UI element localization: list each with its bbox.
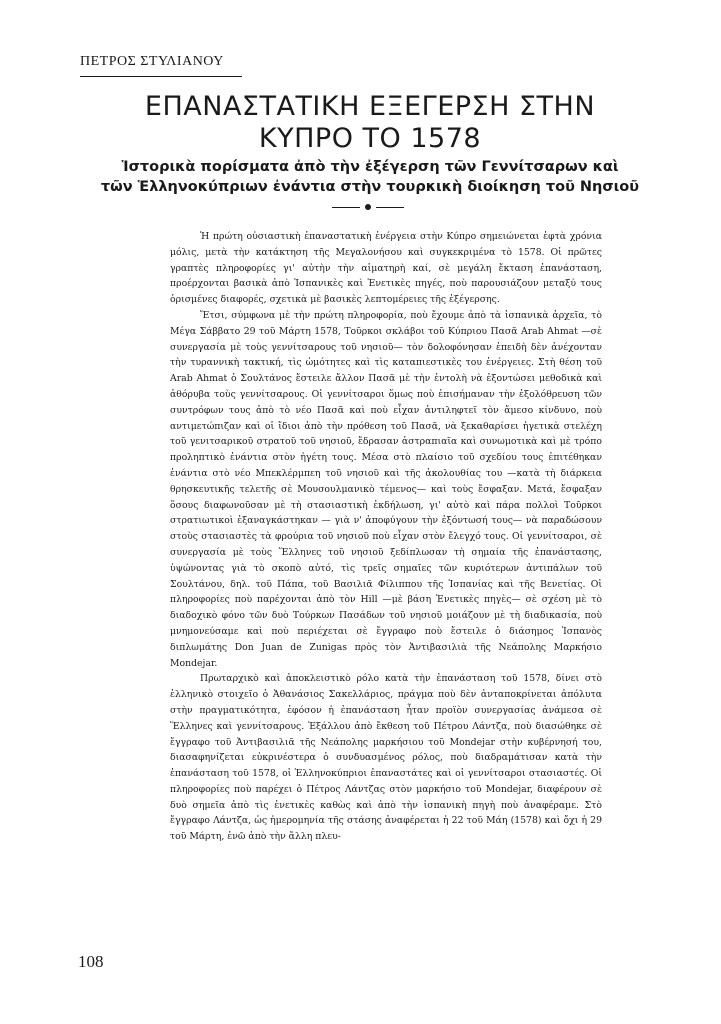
page-number: 108 (78, 952, 104, 971)
body-paragraph-1: Ἡ πρώτη οὐσιαστικὴ ἐπαναστατικὴ ἐνέργεια στὴν Κύπρο σημειώνεται ἑφτὰ χρόνια μόλις, μετὰ τὴν κατάκτηση τῆς Μεγαλονήσου καὶ συγκεκριμένα τὸ 1578. Οἱ πρῶτες γραπτὲς πληροφορίες γι' αὐτὴν τὴν αἱματηρὴ καί, σὲ μεγάλη ἔκταση ἐπανάσταση, προέρχονται βασικὰ ἀπὸ Ἱσπανικὲς καὶ Ἑνετικὲς πηγές, ποὺ παρουσιάζουν μεταξύ τους ὁρισμένες διαφορές, σχετικὰ μὲ βασικὲς λεπτομέρειες τῆς ἐξέγερσης. (170, 231, 602, 306)
body-paragraph-2: Ἔτσι, σύμφωνα μὲ τὴν πρώτη πληροφορία, ποὺ ἔχουμε ἀπὸ τὰ ἱσπανικὰ ἀρχεῖα, τὸ Μέγα Σάββατο 29 τοῦ Μάρτη 1578, Τοῦρκοι σκλάβοι τοῦ Κύπριου Πασᾶ Arab Ahmat —σὲ συνεργασία μὲ τοὺς γεννίτσαρους τοῦ νησιοῦ— τὸν δολοφόνησαν ἐπειδὴ δὲν ἀνέχονταν τὴν τυραννικὴ τακτική, τὶς ὠμότητες καὶ τὶς καταπιεστικὲς του ἐνέργειες. Στὴ θέση τοῦ Arab Ahmat ὁ Σουλτάνος ἔστειλε ἄλλον Πασᾶ μὲ τὴν ἐντολὴ νὰ ἐξοντώσει μεθοδικὰ καὶ ἀθόρυβα τοὺς γεννίτσαρους. Οἱ γεννίτσαροι ὅμως ποὺ ἐπισήμαναν τὴν ἐξολόθρευση τῶν συντρόφων τους ἀπὸ τὸ νέο Πασᾶ καὶ ποὺ εἶχαν ἀντιληφτεῖ τὸν ἄμεσο κίνδυνο, ποὺ αντιμετώπιζαν καὶ οἱ ἴδιοι ἀπὸ τὴν πρόθεση τοῦ Πασᾶ, νὰ ξεκαθαρίσει ἡγετικὰ στελέχη τοῦ γενιτσαρικοῦ στρατοῦ τοῦ νησιοῦ, ἔδρασαν ἀστραπιαῖα καὶ συνωμοτικὰ καὶ μὲ τρόπο προληπτικὸ ἐνάντια στὸν ἡγέτη τους. Μέσα στὸ πλαίσιο τοῦ σχεδίου τους ἐπιτέθηκαν ἐνάντια στὸ νέο Μπεκλέρμπεη τοῦ νησιοῦ καὶ τῆς ἀκολουθίας του —κατὰ τὴ διάρκεια θρησκευτικῆς τελετῆς σὲ Μουσουλμανικὸ τέμενος— καὶ τοὺς ἔσφαξαν. Μετά, ἔσφαξαν ὅσους διαφωνοῦσαν μὲ τὴ στασιαστικὴ ἐκδήλωση, γι' αὐτὸ καὶ πάρα πολλοὶ Τοῦρκοι στρατιωτικοὶ ἐξαναγκάστηκαν — γιὰ ν' ἀποφύγουν τὴν ἐξόντωσή τους— νὰ παραδώσουν στοὺς στασιαστὲς τὰ φρούρια τοῦ νησιοῦ ποὺ εἶχαν στὸν ἔλεγχό τους. Οἱ γεννίτσαροι, σὲ συνεργασία μὲ τοὺς Ἕλληνες τοῦ νησιοῦ ξεδίπλωσαν τὴ σημαία τῆς ἐπανάστασης, ὑψώνοντας γιὰ τὸ σκοπὸ αὐτό, τὶς τρεῖς σημαῖες τῶν κυριότερων ἀντιπάλων τοῦ Σουλτάνου, δηλ. τοῦ Πάπα, τοῦ Βασιλιᾶ Φίλιππου τῆς Ἱσπανίας καὶ τῆς Βενετίας. Οἱ πληροφορίες ποὺ παρέχονται ἀπὸ τὸν Hill —μὲ βάση Ἑνετικὲς πηγὲς— σὲ σχέση μὲ τὸ διαδοχικὸ φόνο τῶν δυὸ Τούρκων Πασάδων τοῦ νησιοῦ μοιάζουν μὲ τὴ διαδικασία, ποὺ μνημονεύσαμε καὶ ποὺ περιέχεται σὲ ἔγγραφο ποὺ ἔστειλε ὁ διάσημος Ἱσπανὸς διπλωμάτης Don Juan de Zunigas πρὸς τὸν Ἀντιβασιλιὰ τῆς Νεάπολης Μαρκήσιο Mondejar. (170, 309, 602, 669)
body-paragraph-3: Πρωταρχικὸ καὶ ἀποκλειστικὸ ρόλο κατὰ τὴν ἐπανάσταση τοῦ 1578, δίνει στὸ ἑλληνικὸ στοιχεῖο ὁ Ἀθανάσιος Σακελλάριος, πράγμα ποὺ δὲν ἀνταποκρίνεται ἀπόλυτα στὴν πραγματικότητα, ἐφόσον ἡ ἐπανάσταση ἦταν προϊὸν συνεργασίας ἀνάμεσα σὲ Ἕλληνες καὶ γεννίτσαρους. Ἐξάλλου ἀπὸ ἔκθεση τοῦ Πέτρου Λάντζα, ποὺ διασώθηκε σὲ ἔγγραφο τοῦ Ἀντιβασιλιᾶ τῆς Νεάπολης μαρκήσιου τοῦ Mondejar στὴν κυβέρνησή του, διασαφηνίζεται εὐκρινέστερα ὁ συνδυασμένος ρόλος, ποὺ διαδραμάτισαν κατὰ τὴν ἐπανάσταση τοῦ 1578, οἱ Ἑλληνοκύπριοι ἐπαναστάτες καὶ οἱ γεννίτσαροι στασιαστές. Οἱ πληροφορίες ποὺ παρέχει ὁ Πέτρος Λάντζας στὸν μαρκήσιο τοῦ Mondejar, διαφέρουν σὲ δυὸ σημεῖα ἀπὸ τὶς ἑνετικὲς καθὼς καὶ ἀπὸ τὴν ἱσπανικὴ πηγὴ ποὺ ἀναφέραμε. Στὸ ἔγγραφο Λάντζα, ὡς ἡμερομηνία τῆς στάσης ἀναφέρεται ἡ 22 τοῦ Μάη (1578) καὶ ὄχι ἡ 29 τοῦ Μάρτη, ἐνῶ ἀπὸ τὴν ἄλλη πλευ- (170, 673, 602, 843)
article-title-line-1: ΕΠΑΝΑΣΤΑΤΙΚΗ ΕΞΕΓΕΡΣΗ ΣΤΗΝ (144, 91, 596, 122)
article-title-line-2: ΚΥΠΡΟ ΤΟ 1578 (258, 123, 482, 154)
ornament-dot (365, 204, 371, 210)
ornament-line-left (332, 207, 360, 208)
article-subtitle-line-1: Ἱστορικὰ πορίσματα ἀπὸ τὴν ἐξέγερση τῶν Γεννίτσαρων καὶ (121, 159, 619, 175)
article-subtitle-line-2: τῶν Ἑλληνοκύπριων ἐνάντια στὴν τουρκικὴ διοίκηση τοῦ Νησιοῦ (100, 179, 640, 195)
author-name: ΠΕΤΡΟΣ ΣΤΥΛΙΑΝΟΥ (80, 54, 224, 69)
ornament-line-right (376, 207, 404, 208)
author-underline (80, 76, 242, 77)
section-ornament (332, 201, 404, 213)
article-body (170, 229, 602, 845)
